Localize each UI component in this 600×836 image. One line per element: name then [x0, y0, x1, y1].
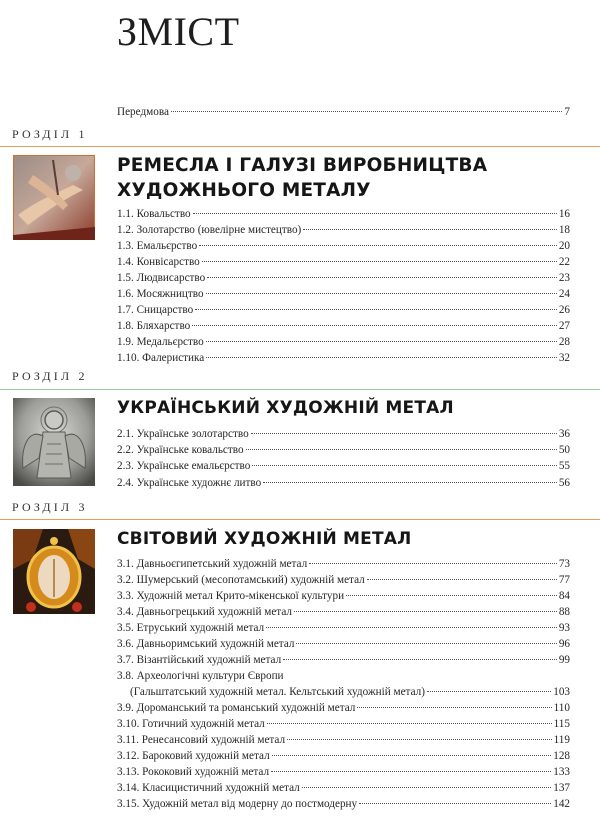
toc-entry-label: 3.4. Давньогрецький художній метал: [117, 606, 292, 618]
toc-entry-page: 16: [558, 208, 570, 220]
toc-entry-label[interactable]: 3.8. Археологічні культури Європи: [117, 670, 284, 682]
toc-entry[interactable]: [117, 654, 570, 666]
toc-entry-label: 1.1. Ковальство: [117, 208, 191, 220]
leader-dots: [309, 563, 557, 564]
leader-dots: [272, 755, 552, 756]
toc-entry[interactable]: [117, 734, 570, 746]
leader-dots: [266, 627, 557, 628]
toc-entry-label: 1.10. Фалеристика: [117, 352, 205, 364]
toc-entry-label: 3.7. Візантійський художній метал: [117, 654, 282, 666]
toc-entry[interactable]: [117, 460, 570, 472]
toc-entry[interactable]: [117, 352, 570, 364]
chapter-title-line: ХУДОЖНЬОГО МЕТАЛУ: [117, 180, 371, 201]
toc-entry[interactable]: [130, 686, 570, 698]
toc-entry-page: 24: [558, 288, 570, 300]
toc-entry-page: 20: [558, 240, 570, 252]
toc-entry-page: 28: [558, 336, 570, 348]
toc-entry[interactable]: [117, 304, 570, 316]
toc-entry-page: 137: [553, 782, 570, 794]
toc-entry-label: 1.2. Золотарство (ювелірне мистецтво): [117, 224, 302, 236]
leader-dots: [195, 309, 557, 310]
section-divider: [0, 146, 600, 147]
toc-entry-page: 119: [553, 734, 570, 746]
section-label: РОЗДІЛ 3: [12, 500, 88, 514]
toc-entry-label: Передмова: [117, 106, 169, 118]
toc-entry-page: 115: [553, 718, 570, 730]
leader-dots: [346, 595, 557, 596]
toc-entry-page: 50: [558, 444, 570, 456]
leader-dots: [267, 723, 552, 724]
leader-dots: [199, 245, 557, 246]
leader-dots: [252, 465, 556, 466]
toc-entry-page: 36: [558, 428, 570, 440]
toc-entry[interactable]: [117, 320, 570, 332]
toc-entry-page: 96: [558, 638, 570, 650]
toc-entry-page: 23: [558, 272, 570, 284]
toc-entry[interactable]: [117, 288, 570, 300]
toc-entry[interactable]: [117, 208, 570, 220]
leader-dots: [427, 691, 551, 692]
toc-entry-label: 2.4. Українське художнє литво: [117, 477, 262, 489]
section-label: РОЗДІЛ 1: [12, 127, 88, 141]
toc-entry[interactable]: [117, 336, 570, 348]
toc-entry-page: 32: [558, 352, 570, 364]
toc-entry[interactable]: [117, 477, 570, 489]
toc-entry-label: 1.4. Конвісарство: [117, 256, 200, 268]
toc-entry[interactable]: [117, 590, 570, 602]
toc-entry-label: 3.12. Бароковий художній метал: [117, 750, 270, 762]
toc-entry-page: 93: [558, 622, 570, 634]
toc-entry-label: 3.11. Ренесансовий художній метал: [117, 734, 286, 746]
toc-entry[interactable]: [117, 766, 570, 778]
leader-dots: [202, 261, 557, 262]
toc-entry-page: 22: [558, 256, 570, 268]
leader-dots: [357, 707, 551, 708]
toc-entry-label: 1.7. Сницарство: [117, 304, 194, 316]
toc-entry[interactable]: [117, 574, 570, 586]
toc-entry[interactable]: [117, 718, 570, 730]
leader-dots: [283, 659, 557, 660]
toc-entry[interactable]: [117, 606, 570, 618]
toc-entry-label: 3.10. Готичний художній метал: [117, 718, 265, 730]
leader-dots: [192, 325, 557, 326]
leader-dots: [206, 357, 557, 358]
leader-dots: [171, 111, 562, 112]
toc-entry-page: 88: [558, 606, 570, 618]
toc-entry-label: 1.8. Бляхарство: [117, 320, 191, 332]
hands-crafting-thumbnail: [13, 155, 95, 240]
toc-entry-label: 3.1. Давньоєгипетський художній метал: [117, 558, 308, 570]
leader-dots: [271, 771, 551, 772]
chapter-title: [117, 153, 487, 203]
toc-entry-label: 3.5. Етруський художній метал: [117, 622, 265, 634]
gold-jewelry-thumbnail: [13, 529, 95, 614]
toc-entry-label: 3.14. Класицистичний художній метал: [117, 782, 300, 794]
toc-entry-page: 18: [558, 224, 570, 236]
toc-entry-page: 26: [558, 304, 570, 316]
toc-entry-page: 103: [553, 686, 570, 698]
toc-entry-page: 7: [564, 106, 570, 118]
chapter-title-line: РЕМЕСЛА І ГАЛУЗІ ВИРОБНИЦТВА: [117, 155, 488, 176]
toc-entry-label: 2.2. Українське ковальство: [117, 444, 244, 456]
leader-dots: [206, 293, 557, 294]
leader-dots: [263, 482, 557, 483]
toc-entry[interactable]: [117, 782, 570, 794]
toc-entry-label: 3.2. Шумерський (месопотамський) художній метал: [117, 574, 365, 586]
leader-dots: [359, 803, 551, 804]
toc-entry-label: 3.3. Художній метал Крито-мікенської культури: [117, 590, 345, 602]
section-label: РОЗДІЛ 2: [12, 369, 88, 383]
leader-dots: [251, 433, 557, 434]
leader-dots: [303, 229, 557, 230]
toc-entry[interactable]: [117, 240, 570, 252]
toc-entry-label: 2.1. Українське золотарство: [117, 428, 249, 440]
leader-dots: [207, 277, 557, 278]
toc-entry[interactable]: [117, 272, 570, 284]
toc-entry-label: 1.6. Мосяжництво: [117, 288, 204, 300]
toc-entry[interactable]: [117, 444, 570, 456]
toc-entry[interactable]: [117, 750, 570, 762]
chapter-title: [117, 396, 454, 420]
toc-entry-preface[interactable]: [117, 106, 570, 118]
toc-entry-label: 3.6. Давньоримський художній метал: [117, 638, 295, 650]
silver-angel-relief-thumbnail: [13, 398, 95, 486]
toc-entry-label: 1.9. Медальєрство: [117, 336, 204, 348]
leader-dots: [367, 579, 557, 580]
toc-entry-page: 142: [553, 798, 570, 810]
toc-entry-page: 133: [553, 766, 570, 778]
chapter-title: [117, 527, 411, 551]
toc-entry-page: 27: [558, 320, 570, 332]
chapter-title-line: УКРАЇНСЬКИЙ ХУДОЖНІЙ МЕТАЛ: [117, 398, 454, 418]
toc-entry-label: 3.13. Рококовий художній метал: [117, 766, 270, 778]
toc-entry-label: 3.15. Художній метал від модерну до постмодерну: [117, 798, 358, 810]
toc-entry-label: (Гальштатський художній метал. Кельтський художній метал): [130, 686, 425, 698]
leader-dots: [296, 643, 556, 644]
toc-entry[interactable]: [117, 622, 570, 634]
toc-entry-label: 1.3. Емальєрство: [117, 240, 198, 252]
section-divider: [0, 519, 600, 520]
toc-entry-page: 84: [558, 590, 570, 602]
toc-entry-label: 3.9. Дороманський та романський художній метал: [117, 702, 356, 714]
toc-entry[interactable]: [117, 224, 570, 236]
toc-entry[interactable]: [117, 558, 570, 570]
leader-dots: [206, 341, 557, 342]
toc-entry-page: 73: [558, 558, 570, 570]
toc-entry-label: 2.3. Українське емальєрство: [117, 460, 251, 472]
leader-dots: [246, 449, 557, 450]
toc-entry-page: 77: [558, 574, 570, 586]
leader-dots: [294, 611, 557, 612]
leader-dots: [302, 787, 551, 788]
leader-dots: [193, 213, 557, 214]
toc-entry-page: 110: [553, 702, 570, 714]
toc-entry[interactable]: [117, 702, 570, 714]
toc-entry-page: 55: [558, 460, 570, 472]
toc-entry-page: 99: [558, 654, 570, 666]
toc-entry-label: 1.5. Людвисарство: [117, 272, 206, 284]
section-divider: [0, 389, 600, 390]
toc-entry[interactable]: [117, 428, 570, 440]
chapter-title-line: СВІТОВИЙ ХУДОЖНІЙ МЕТАЛ: [117, 529, 412, 549]
page-title: ЗМІСТ: [117, 9, 240, 54]
toc-entry[interactable]: [117, 638, 570, 650]
toc-entry[interactable]: [117, 798, 570, 810]
toc-entry[interactable]: [117, 256, 570, 268]
toc-entry-page: 56: [558, 477, 570, 489]
leader-dots: [287, 739, 552, 740]
toc-entry-page: 128: [553, 750, 570, 762]
